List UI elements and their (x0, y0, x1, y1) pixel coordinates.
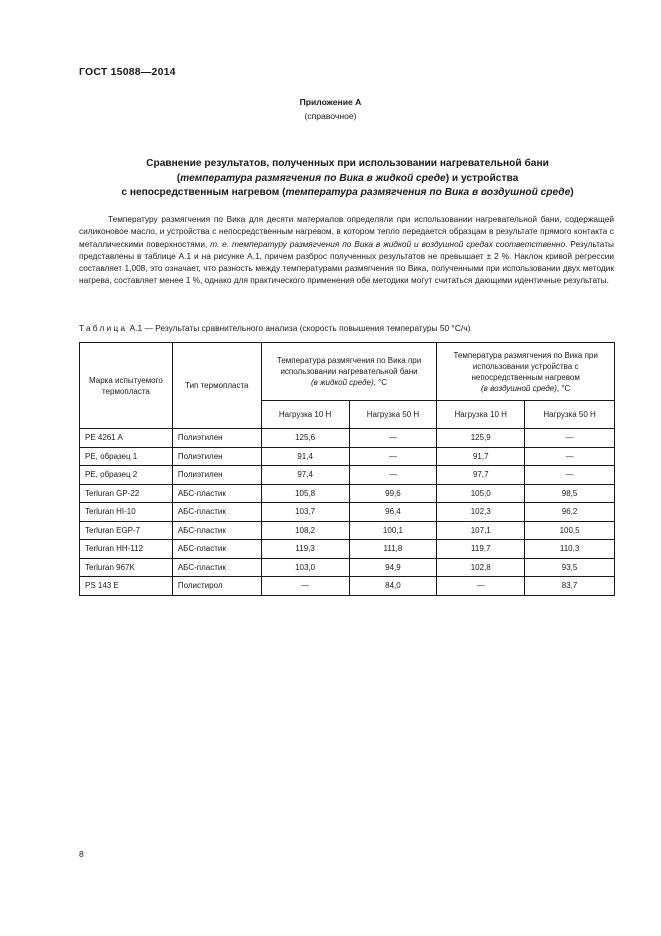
annex-type: (справочное) (304, 111, 357, 121)
table-row (80, 447, 615, 466)
cell-liquid-50: 100,1 (349, 521, 437, 540)
cell-liquid-10: 119,3 (261, 540, 349, 559)
cell-brand: Terluran 967K (80, 558, 173, 577)
cell-air-50: — (525, 466, 615, 485)
cell-air-50: 98,5 (525, 484, 615, 503)
header-brand: Марка испытуемого термопласта (80, 343, 173, 429)
cell-air-10: — (437, 577, 525, 596)
cell-type: АБС-пластик (172, 521, 261, 540)
heading-line-3-normal: с непосредственным нагревом ( (121, 187, 286, 198)
table-header-row (80, 343, 615, 401)
cell-liquid-10: — (261, 577, 349, 596)
cell-air-50: — (525, 447, 615, 466)
cell-liquid-50: 84,0 (349, 577, 437, 596)
body-part-3: . Результаты представлены в таблице А.1 и на рисунке А.1, причем разброс полученных результатов не превышает ± 2 %. Наклон кривой регрессии составляет 1,008, это означает, что разность между температурами размягчения по Вика, полученными при использовании двух методик нагрева, составляет менее 1 %, однако для практического применения обе методики могут считаться дающими идентичные результаты. (79, 238, 614, 286)
cell-type: АБС-пластик (172, 558, 261, 577)
table-row (80, 540, 615, 559)
results-table (79, 342, 615, 596)
cell-liquid-50: 96,4 (349, 503, 437, 522)
cell-type: Полиэтилен (172, 429, 261, 448)
document-code: ГОСТ 15088—2014 (79, 66, 176, 78)
header-air-italic: (в воздушной среде) (481, 383, 557, 393)
heading-line-3-close: ) (570, 187, 574, 198)
cell-brand: PE, образец 2 (80, 466, 173, 485)
cell-liquid-10: 103,7 (261, 503, 349, 522)
heading-line-2 (79, 172, 616, 187)
cell-air-10: 97,7 (437, 466, 525, 485)
table-row (80, 466, 615, 485)
cell-air-10: 105,0 (437, 484, 525, 503)
cell-air-10: 119,7 (437, 540, 525, 559)
header-liquid (261, 343, 437, 401)
cell-liquid-10: 91,4 (261, 447, 349, 466)
cell-liquid-50: 111,8 (349, 540, 437, 559)
cell-liquid-50: — (349, 429, 437, 448)
cell-brand: PE, образец 1 (80, 447, 173, 466)
cell-air-10: 102,3 (437, 503, 525, 522)
page-number: 8 (79, 849, 84, 859)
cell-air-50: 83,7 (525, 577, 615, 596)
heading-line-2-open: ( (176, 172, 181, 184)
cell-air-50: 100,5 (525, 521, 615, 540)
cell-air-50: — (525, 429, 615, 448)
annex-title: Приложение А (299, 97, 362, 107)
table-caption (79, 323, 470, 333)
table-row (80, 558, 615, 577)
cell-air-10: 125,9 (437, 429, 525, 448)
header-type: Тип термопласта (172, 343, 261, 429)
table-row (80, 484, 615, 503)
cell-type: Полиэтилен (172, 447, 261, 466)
cell-liquid-10: 103,0 (261, 558, 349, 577)
cell-liquid-50: 99,6 (349, 484, 437, 503)
cell-type: Полиэтилен (172, 466, 261, 485)
cell-liquid-50: — (349, 466, 437, 485)
cell-brand: Terluran GP-22 (80, 484, 173, 503)
cell-brand: Terluran EGP-7 (80, 521, 173, 540)
header-air (437, 343, 615, 401)
body-paragraph (79, 213, 614, 287)
body-part-2-italic: т. е. температуру размягчения по Вика в жидкой и воздушной средах соответственно (210, 238, 566, 249)
heading-line-2-italic: температура размягчения по Вика в жидкой среде (180, 172, 446, 184)
cell-type: АБС-пластик (172, 540, 261, 559)
header-liquid-unit: , °С (373, 378, 388, 387)
cell-air-10: 107,1 (437, 521, 525, 540)
cell-liquid-10: 108,2 (261, 521, 349, 540)
cell-liquid-10: 105,8 (261, 484, 349, 503)
cell-liquid-10: 125,6 (261, 429, 349, 448)
cell-brand: Terluran HH-112 (80, 540, 173, 559)
table-row (80, 521, 615, 540)
cell-brand: PS 143 E (80, 577, 173, 596)
cell-air-10: 102,8 (437, 558, 525, 577)
header-air-unit: , °С (556, 383, 571, 393)
header-liquid-main: Температура размягчения по Вика при использовании нагревательной бани (276, 356, 422, 376)
cell-type: Полистирол (172, 577, 261, 596)
heading-line-3 (79, 186, 616, 201)
section-heading (79, 157, 616, 201)
table-row (80, 429, 615, 448)
cell-air-10: 91,7 (437, 447, 525, 466)
body-part-1: Температуру размягчения по Вика для десяти материалов определяли при использовании нагревательной бани, содержащей силиконовое масло, и устройства с непосредственным нагревом, в котором тепло передается образцам в результате прямого контакта с металлическими поверхностями, (79, 214, 614, 249)
cell-type: АБС-пластик (172, 484, 261, 503)
cell-air-50: 110,3 (525, 540, 615, 559)
cell-liquid-50: — (349, 447, 437, 466)
header-liquid-load-50: Нагрузка 50 Н (349, 401, 437, 429)
header-air-main: Температура размягчения по Вика при использовании устройства с непосредственным нагревом (453, 350, 598, 382)
heading-line-2-close: ) и устройства (445, 172, 519, 184)
table-caption-text: А.1 — Результаты сравнительного анализа (скорость повышения температуры 50 °С/ч) (127, 323, 471, 333)
cell-brand: PE 4261 A (80, 429, 173, 448)
cell-air-50: 93,5 (525, 558, 615, 577)
heading-line-1: Сравнение результатов, полученных при использовании нагревательной бани (146, 158, 549, 169)
table-row (80, 577, 615, 596)
cell-liquid-50: 94,9 (349, 558, 437, 577)
cell-liquid-10: 97,4 (261, 466, 349, 485)
header-air-load-10: Нагрузка 10 Н (437, 401, 525, 429)
header-liquid-load-10: Нагрузка 10 Н (261, 401, 349, 429)
heading-line-3-italic: температура размягчения по Вика в воздушной среде (285, 187, 571, 198)
header-liquid-italic: (в жидкой среде) (310, 378, 374, 387)
cell-type: АБС-пластик (172, 503, 261, 522)
table-row (80, 503, 615, 522)
cell-brand: Terluran HI-10 (80, 503, 173, 522)
header-air-load-50: Нагрузка 50 Н (525, 401, 615, 429)
cell-air-50: 96,2 (525, 503, 615, 522)
annex-label (0, 95, 661, 123)
table-caption-label: Таблица (79, 323, 128, 333)
